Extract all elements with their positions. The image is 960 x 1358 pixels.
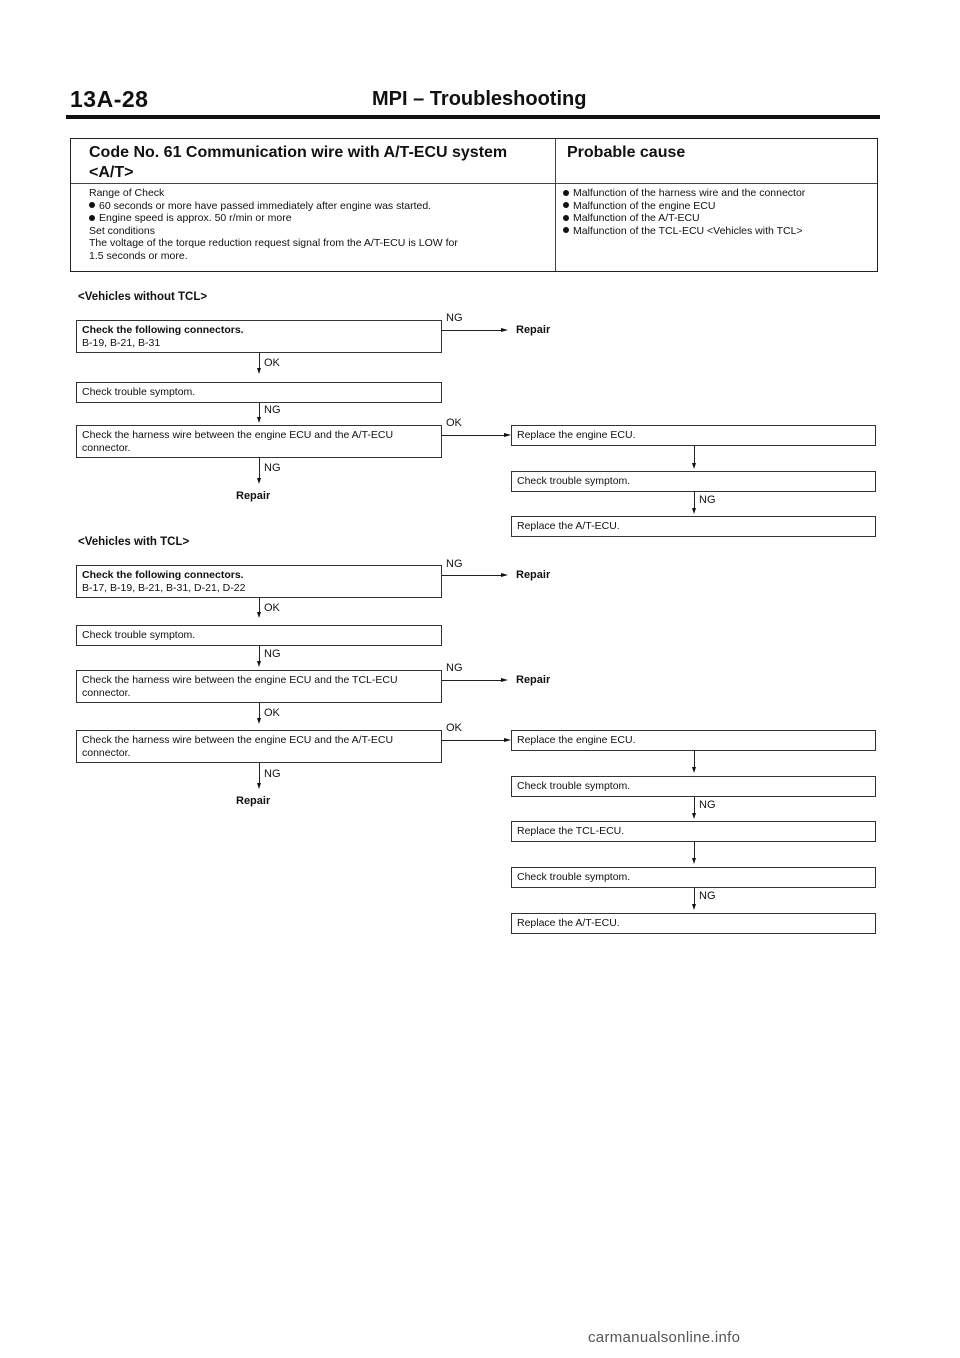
arrow-down-icon (257, 718, 261, 724)
probable-cause-heading: Probable cause (567, 144, 686, 161)
check-conditions (89, 187, 458, 262)
cause-item: Malfunction of the harness wire and the connector (563, 187, 805, 200)
connector-line (694, 446, 695, 463)
table-column-divider (555, 139, 556, 271)
section-label-without-tcl: <Vehicles without TCL> (78, 291, 208, 303)
connector-line (694, 842, 695, 858)
bullet-icon (563, 215, 573, 222)
connector-line (694, 797, 695, 813)
bullet-icon (563, 202, 573, 209)
code-heading-line2: <A/T> (89, 164, 134, 181)
code-table (70, 138, 878, 272)
arrow-down-icon (692, 463, 696, 469)
page-number: 13A-28 (70, 86, 149, 112)
connector-line (259, 763, 260, 783)
connector-line (442, 740, 504, 741)
step-check-harness-engine-at-tcl: Check the harness wire between the engine ECU and the A/T-ECU connector. (76, 730, 442, 763)
ng-label: NG (264, 768, 281, 780)
connector-line (694, 492, 695, 508)
ok-label: OK (264, 602, 280, 614)
ng-label: NG (264, 462, 281, 474)
ng-label: NG (446, 662, 463, 674)
bullet-icon (563, 227, 573, 234)
bullet-icon (89, 215, 99, 222)
ng-label: NG (446, 558, 463, 570)
step-check-trouble-symptom-right: Check trouble symptom. (511, 471, 876, 492)
arrow-down-icon (257, 417, 261, 423)
step-check-harness-engine-tcl: Check the harness wire between the engine ECU and the TCL-ECU connector. (76, 670, 442, 703)
section-label-with-tcl: <Vehicles with TCL> (78, 536, 190, 548)
arrow-down-icon (257, 478, 261, 484)
repair-label: Repair (516, 569, 551, 581)
connector-line (259, 598, 260, 612)
watermark: carmanualsonline.info (588, 1329, 741, 1346)
cause-item: Malfunction of the engine ECU (563, 200, 805, 213)
connector-line (442, 575, 501, 576)
arrow-down-icon (257, 612, 261, 618)
arrow-right-icon (504, 738, 511, 742)
ng-label: NG (264, 404, 281, 416)
arrow-down-icon (692, 508, 696, 514)
repair-label: Repair (236, 490, 271, 502)
repair-label: Repair (236, 795, 271, 807)
repair-label: Repair (516, 674, 551, 686)
step-replace-tcl-ecu: Replace the TCL-ECU. (511, 821, 876, 842)
connector-line (442, 435, 504, 436)
step-check-trouble-symptom-right-2: Check trouble symptom. (511, 867, 876, 888)
step-replace-at-ecu-tcl: Replace the A/T-ECU. (511, 913, 876, 934)
connector-line (442, 330, 501, 331)
ok-label: OK (264, 357, 280, 369)
step-check-trouble-symptom-right-1: Check trouble symptom. (511, 776, 876, 797)
arrow-right-icon (504, 433, 511, 437)
arrow-down-icon (692, 858, 696, 864)
ng-label: NG (699, 494, 716, 506)
arrow-down-icon (257, 783, 261, 789)
connector-line (694, 888, 695, 904)
connector-line (259, 353, 260, 368)
ng-label: NG (264, 648, 281, 660)
arrow-down-icon (692, 813, 696, 819)
connector-line (694, 751, 695, 767)
ok-label: OK (446, 417, 462, 429)
arrow-down-icon (692, 767, 696, 773)
step-replace-at-ecu: Replace the A/T-ECU. (511, 516, 876, 537)
range-item: 60 seconds or more have passed immediately after engine was started. (89, 200, 458, 213)
range-item: Engine speed is approx. 50 r/min or more (89, 212, 458, 225)
set-conditions-text: 1.5 seconds or more. (89, 249, 188, 262)
page-title: MPI – Troubleshooting (372, 88, 587, 110)
set-conditions-text: The voltage of the torque reduction request signal from the A/T-ECU is LOW for (89, 237, 458, 249)
connector-line (259, 703, 260, 718)
set-conditions-label: Set conditions (89, 224, 155, 237)
step-check-trouble-symptom: Check trouble symptom. (76, 382, 442, 403)
arrow-right-icon (501, 573, 508, 577)
connector-line (442, 680, 501, 681)
probable-cause-list (563, 187, 805, 237)
repair-label: Repair (516, 324, 551, 336)
code-heading-line1: Code No. 61 Communication wire with A/T-ECU system (89, 144, 508, 161)
step-check-connectors: Check the following connectors. B-19, B-21, B-31 (76, 320, 442, 353)
bullet-icon (563, 190, 573, 197)
cause-item: Malfunction of the A/T-ECU (563, 212, 805, 225)
step-check-harness-engine-at: Check the harness wire between the engine ECU and the A/T-ECU connector. (76, 425, 442, 458)
ng-label: NG (699, 799, 716, 811)
bullet-icon (89, 202, 99, 209)
connector-line (259, 403, 260, 417)
range-label: Range of Check (89, 187, 165, 199)
connector-line (259, 646, 260, 661)
arrow-down-icon (257, 661, 261, 667)
ok-label: OK (446, 722, 462, 734)
arrow-right-icon (501, 328, 508, 332)
connector-line (259, 458, 260, 478)
step-replace-engine-ecu: Replace the engine ECU. (511, 425, 876, 446)
ok-label: OK (264, 707, 280, 719)
table-row-divider (71, 183, 877, 184)
ng-label: NG (699, 890, 716, 902)
step-replace-engine-ecu-tcl: Replace the engine ECU. (511, 730, 876, 751)
step-check-trouble-symptom-tcl: Check trouble symptom. (76, 625, 442, 646)
arrow-down-icon (257, 368, 261, 374)
step-check-connectors-tcl: Check the following connectors. B-17, B-19, B-21, B-31, D-21, D-22 (76, 565, 442, 598)
ng-label: NG (446, 312, 463, 324)
header-rule (66, 115, 880, 119)
cause-item: Malfunction of the TCL-ECU <Vehicles with TCL> (563, 225, 805, 238)
arrow-down-icon (692, 904, 696, 910)
arrow-right-icon (501, 678, 508, 682)
code-heading (89, 143, 507, 183)
